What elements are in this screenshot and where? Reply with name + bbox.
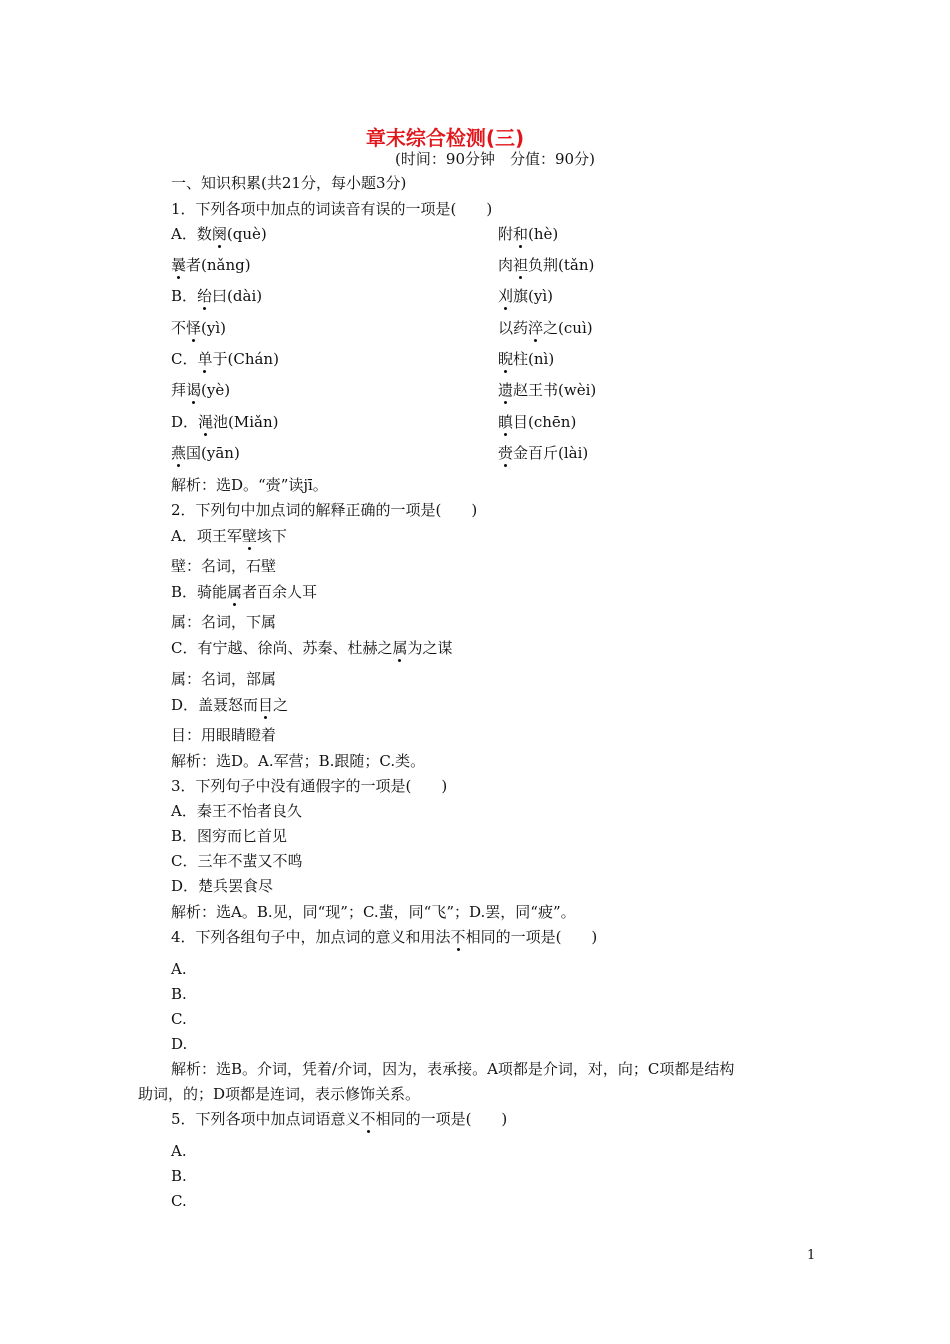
q5-option-c: C. <box>171 1192 187 1210</box>
q4-analysis-line1: 解析：选B。介词，凭着/介词，因为，表承接。A项都是介词，对，向；C项都是结构 <box>171 1060 735 1078</box>
q3-stem: 3．下列句子中没有通假字的一项是( ) <box>171 777 448 795</box>
dotted-char: 刈 <box>498 287 514 305</box>
q1-option-left: C．单于(Chán) <box>171 350 279 368</box>
q1-analysis: 解析：选D。“赍”读jī。 <box>171 476 328 494</box>
dotted-char: 袒 <box>513 256 529 274</box>
dotted-char: 属 <box>392 639 408 657</box>
q3-option-d: D．楚兵罢食尽 <box>171 877 274 895</box>
q1-option-right: 附和(hè) <box>498 225 559 243</box>
q3-option-a: A．秦王不怡者良久 <box>171 802 302 820</box>
dotted-char: 曩 <box>171 256 187 274</box>
dotted-char: 燕 <box>171 444 187 462</box>
q5-option-b: B. <box>171 1167 187 1185</box>
q1-stem: 1．下列各项中加点的词读音有误的一项是( ) <box>171 200 493 218</box>
q1-option-right: 肉袒负荆(tǎn) <box>498 256 595 274</box>
page-number: 1 <box>807 1248 816 1263</box>
q1-option-left: 曩者(nǎng) <box>171 256 251 274</box>
q4-option-b: B. <box>171 985 187 1003</box>
dotted-char: 渑 <box>198 413 214 431</box>
q4-option-c: C. <box>171 1010 187 1028</box>
dotted-char: 和 <box>513 225 529 243</box>
q2-option-d-explanation: 目：用眼睛瞪着 <box>171 726 277 744</box>
q1-option-left: 拜谒(yè) <box>171 381 231 399</box>
q4-analysis-line2: 助词，的；D项都是连词，表示修饰关系。 <box>138 1085 421 1103</box>
q1-option-left: A．数阕(què) <box>171 225 267 243</box>
q2-option-c: C．有宁越、徐尚、苏秦、杜赫之属为之谋 <box>171 639 453 657</box>
q1-option-right: 遗赵王书(wèi) <box>498 381 597 399</box>
dotted-char: 单 <box>197 350 213 368</box>
q2-option-a-explanation: 壁：名词，石壁 <box>171 557 277 575</box>
q2-option-b: B．骑能属者百余人耳 <box>171 583 318 601</box>
q2-option-b-explanation: 属：名词，下属 <box>171 613 277 631</box>
q5-stem: 5．下列各项中加点词语意义不相同的一项是( ) <box>171 1110 508 1128</box>
q2-option-c-explanation: 属：名词，部属 <box>171 670 277 688</box>
dotted-char: 不 <box>360 1110 376 1128</box>
dotted-char: 阕 <box>211 225 227 243</box>
dotted-char: 睨 <box>498 350 514 368</box>
page-title: 章末综合检测(三) <box>365 126 525 150</box>
dotted-char: 赍 <box>498 444 514 462</box>
dotted-char: 谒 <box>186 381 202 399</box>
q4-stem: 4．下列各组句子中，加点词的意义和用法不相同的一项是( ) <box>171 928 598 946</box>
dotted-char: 怿 <box>186 319 202 337</box>
q1-option-right: 刈旗(yì) <box>498 287 553 305</box>
q3-option-c: C．三年不蜚又不鸣 <box>171 852 303 870</box>
dotted-char: 不 <box>450 928 466 946</box>
q1-option-right: 睨柱(nì) <box>498 350 555 368</box>
q2-option-a: A．项王军壁垓下 <box>171 527 287 545</box>
q2-stem: 2．下列句中加点词的解释正确的一项是( ) <box>171 501 478 519</box>
time-score-subtitle: (时间：90分钟 分值：90分) <box>395 150 595 168</box>
q3-analysis: 解析：选A。B.见，同“现”；C.蜚，同“飞”；D.罢，同“疲”。 <box>171 903 576 921</box>
q1-option-left: B．绐曰(dài) <box>171 287 263 305</box>
dotted-char: 绐 <box>197 287 213 305</box>
q1-option-left: 燕国(yān) <box>171 444 240 462</box>
q2-option-d: D．盖聂怒而目之 <box>171 696 289 714</box>
dotted-char: 壁 <box>241 527 257 545</box>
dotted-char: 瞋 <box>498 413 514 431</box>
section-heading: 一、知识积累(共21分，每小题3分) <box>171 174 407 192</box>
q4-option-d: D. <box>171 1035 188 1053</box>
q1-option-left: D．渑池(Miǎn) <box>171 413 279 431</box>
q1-option-right: 瞋目(chēn) <box>498 413 577 431</box>
dotted-char: 遗 <box>498 381 514 399</box>
dotted-char: 淬 <box>528 319 544 337</box>
q4-option-a: A. <box>171 960 187 978</box>
dotted-char: 属 <box>227 583 243 601</box>
q3-option-b: B．图穷而匕首见 <box>171 827 288 845</box>
q1-option-right: 赍金百斤(lài) <box>498 444 589 462</box>
dotted-char: 目 <box>258 696 274 714</box>
q1-option-right: 以药淬之(cuì) <box>498 319 593 337</box>
q2-analysis: 解析：选D。A.军营；B.跟随；C.类。 <box>171 752 426 770</box>
q5-option-a: A. <box>171 1142 187 1160</box>
q1-option-left: 不怿(yì) <box>171 319 227 337</box>
